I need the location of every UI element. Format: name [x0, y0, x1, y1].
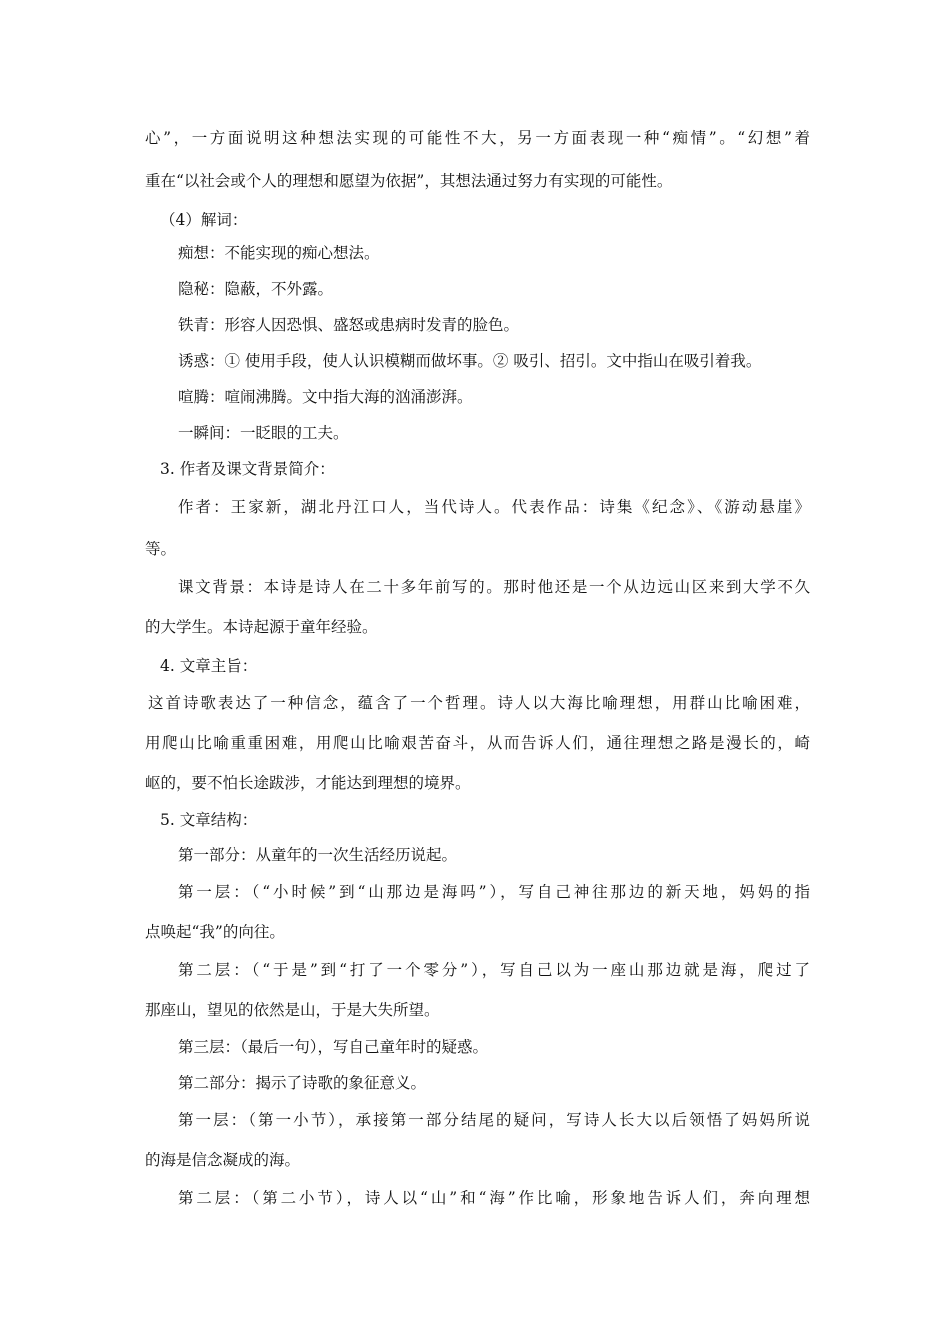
text-line: 第二层：（“于是”到“打了一个零分”），写自己以为一座山那边就是海，爬过了: [178, 961, 810, 979]
section-heading: 3. 作者及课文背景简介：: [160, 460, 335, 478]
text-line: 岖的，要不怕长途跋涉，才能达到理想的境界。: [145, 774, 471, 792]
text-line: 第三层：（最后一句），写自己童年时的疑惑。: [178, 1038, 489, 1056]
text-line: 诱惑：① 使用手段，使人认识模糊而做坏事。② 吸引、招引。文中指山在吸引着我。: [178, 352, 762, 370]
text-line: 痴想：不能实现的痴心想法。: [178, 244, 380, 262]
text-line: 等。: [145, 540, 177, 558]
text-line: 第一部分：从童年的一次生活经历说起。: [178, 846, 458, 864]
text-line: 用爬山比喻重重困难，用爬山比喻艰苦奋斗，从而告诉人们，通往理想之路是漫长的，崎: [145, 734, 810, 752]
text-line: 重在“以社会或个人的理想和愿望为依据”，其想法通过努力有实现的可能性。: [145, 172, 673, 190]
text-line: 的海是信念凝成的海。: [145, 1151, 301, 1169]
text-line: 第一层：（“小时候”到“山那边是海吗”），写自己神往那边的新天地，妈妈的指: [178, 883, 810, 901]
text-line: 这首诗歌表达了一种信念，蕴含了一个哲理。诗人以大海比喻理想，用群山比喻困难，: [148, 694, 810, 712]
text-line: 课文背景：本诗是诗人在二十多年前写的。那时他还是一个从边远山区来到大学不久: [178, 578, 810, 596]
text-line: 心”，一方面说明这种想法实现的可能性不大，另一方面表现一种“痴情”。“幻想”着: [145, 129, 810, 147]
text-line: 铁青：形容人因恐惧、盛怒或患病时发青的脸色。: [178, 316, 520, 334]
section-heading: 4. 文章主旨：: [160, 657, 258, 675]
text-line: 点唤起“我”的向往。: [145, 923, 285, 941]
text-line: 作者：王家新，湖北丹江口人，当代诗人。代表作品：诗集《纪念》、《游动悬崖》: [178, 498, 810, 516]
section-heading: （4）解词：: [160, 211, 248, 229]
text-line: 的大学生。本诗起源于童年经验。: [145, 618, 378, 636]
text-line: 隐秘：隐蔽，不外露。: [178, 280, 334, 298]
text-line: 那座山，望见的依然是山，于是大失所望。: [145, 1001, 440, 1019]
section-heading: 5. 文章结构：: [160, 811, 258, 829]
text-line: 喧腾：喧闹沸腾。文中指大海的汹涌澎湃。: [178, 388, 473, 406]
text-line: 第二层：（第二小节），诗人以“山”和“海”作比喻，形象地告诉人们，奔向理想: [178, 1189, 810, 1207]
text-line: 第一层：（第一小节），承接第一部分结尾的疑问，写诗人长大以后领悟了妈妈所说: [178, 1111, 810, 1129]
text-line: 一瞬间：一眨眼的工夫。: [178, 424, 349, 442]
text-line: 第二部分：揭示了诗歌的象征意义。: [178, 1074, 427, 1092]
